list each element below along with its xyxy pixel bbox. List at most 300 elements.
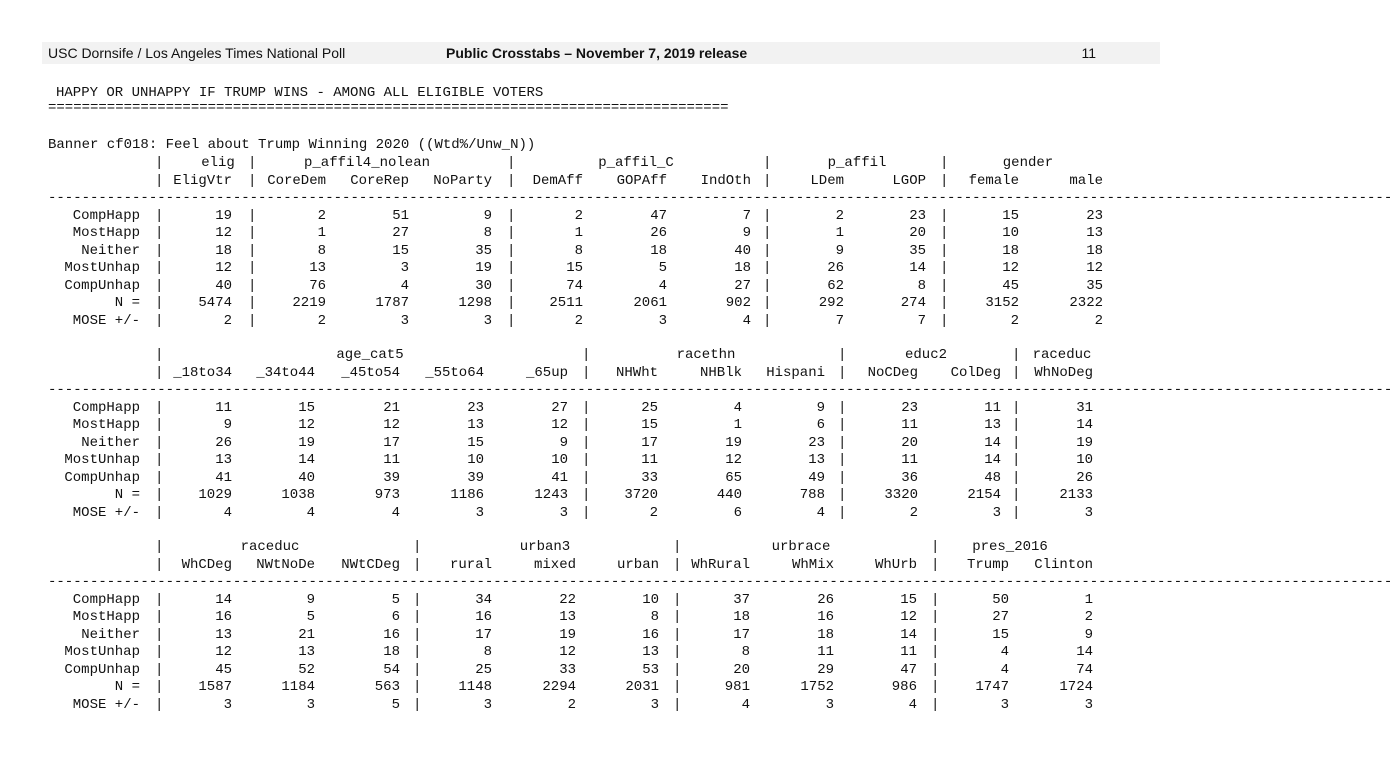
table-cell: 788 xyxy=(799,487,825,503)
table-cell: 7 xyxy=(835,312,844,329)
table-cell: 9 xyxy=(223,417,232,433)
table-cell: 45 xyxy=(1002,277,1019,294)
column-header: WhNoDeg xyxy=(1034,364,1093,381)
column-header: IndOth xyxy=(700,172,751,189)
table-cell: 3152 xyxy=(985,295,1019,311)
table-cell: 7 xyxy=(742,207,751,224)
page-number: 11 xyxy=(1081,45,1096,61)
table-cell: 1724 xyxy=(1059,679,1093,695)
column-header: WhRural xyxy=(691,556,750,573)
table-cell: 11 xyxy=(901,452,918,468)
table-cell: 4 xyxy=(908,696,917,713)
column-header: _55to64 xyxy=(425,364,484,381)
table-cell: 13 xyxy=(215,626,232,643)
table-cell: 14 xyxy=(909,260,926,276)
column-separator: | xyxy=(582,347,591,363)
table-cell: 13 xyxy=(642,644,659,660)
table-cell: 31 xyxy=(1076,399,1093,416)
column-separator: | xyxy=(838,504,847,521)
table-cell: 1038 xyxy=(281,487,315,503)
table-cell: 14 xyxy=(984,434,1001,451)
table-cell: 23 xyxy=(467,399,484,416)
table-cell: 981 xyxy=(724,679,750,695)
table-cell: 15 xyxy=(1002,207,1019,224)
column-separator: | xyxy=(763,225,772,241)
table-cell: 30 xyxy=(475,277,492,294)
group-header: raceduc xyxy=(1032,347,1092,363)
table-cell: 13 xyxy=(309,260,326,276)
table-cell: 1 xyxy=(317,225,326,241)
row-label: MostUnhap xyxy=(64,260,140,276)
column-separator: | xyxy=(155,452,164,468)
row-label: N = xyxy=(114,487,140,503)
column-separator: | xyxy=(155,242,164,259)
table-cell: 12 xyxy=(559,644,576,660)
table-cell: 34 xyxy=(475,591,492,608)
column-separator: | xyxy=(582,469,591,486)
table-cell: 22 xyxy=(559,591,576,608)
row-label: MostUnhap xyxy=(64,644,140,660)
table-cell: 11 xyxy=(215,399,232,416)
column-separator: | xyxy=(507,277,516,294)
column-header: urban xyxy=(616,556,659,573)
table-cell: 18 xyxy=(1086,242,1103,259)
table-cell: 2 xyxy=(909,504,918,521)
row-label: CompHapp xyxy=(72,207,140,224)
table-cell: 440 xyxy=(716,487,742,503)
column-separator: | xyxy=(155,504,164,521)
table-cell: 3 xyxy=(559,504,568,521)
table-cell: 27 xyxy=(734,277,751,294)
table-cell: 29 xyxy=(817,661,834,678)
column-separator: | xyxy=(413,539,422,555)
column-header: NoCDeg xyxy=(867,364,918,381)
table-cell: 19 xyxy=(475,260,492,276)
column-separator: | xyxy=(1012,487,1021,503)
column-separator: | xyxy=(763,295,772,311)
column-header: ColDeg xyxy=(950,364,1001,381)
table-cell: 1 xyxy=(733,417,742,433)
table-cell: 8 xyxy=(574,242,583,259)
table-cell: 6 xyxy=(391,609,400,625)
table-cell: 973 xyxy=(374,487,400,503)
column-header: female xyxy=(968,172,1019,189)
column-separator: | xyxy=(931,696,940,713)
table-cell: 49 xyxy=(808,469,825,486)
table-cell: 17 xyxy=(383,434,400,451)
table-cell: 3 xyxy=(1084,696,1093,713)
column-separator: | xyxy=(248,312,257,329)
table-cell: 18 xyxy=(733,609,750,625)
table-cell: 8 xyxy=(650,609,659,625)
table-cell: 35 xyxy=(475,242,492,259)
table-cell: 5474 xyxy=(198,295,232,311)
table-cell: 40 xyxy=(298,469,315,486)
table-cell: 9 xyxy=(1084,626,1093,643)
column-separator: | xyxy=(940,295,949,311)
table-cell: 3 xyxy=(475,504,484,521)
table-cell: 36 xyxy=(901,469,918,486)
table-cell: 18 xyxy=(383,644,400,660)
column-header: GOPAff xyxy=(616,172,667,189)
column-separator: | xyxy=(838,469,847,486)
group-header: urbrace xyxy=(771,539,831,555)
table-cell: 17 xyxy=(733,626,750,643)
column-header: male xyxy=(1069,172,1103,189)
column-separator: | xyxy=(582,452,591,468)
group-header: pres_2016 xyxy=(972,539,1048,555)
row-label: N = xyxy=(114,295,140,311)
table-cell: 6 xyxy=(733,504,742,521)
table-cell: 2322 xyxy=(1069,295,1103,311)
table-cell: 4 xyxy=(733,399,742,416)
column-separator: | xyxy=(931,556,940,573)
table-cell: 26 xyxy=(215,434,232,451)
table-cell: 5 xyxy=(391,591,400,608)
column-separator: | xyxy=(155,591,164,608)
column-separator: | xyxy=(940,172,949,189)
table-cell: 27 xyxy=(992,609,1009,625)
title-underline: ================================================================================= xyxy=(48,100,729,116)
row-label: MostUnhap xyxy=(64,452,140,468)
table-cell: 23 xyxy=(909,207,926,224)
table-cell: 23 xyxy=(808,434,825,451)
table-cell: 2 xyxy=(223,312,232,329)
column-separator: | xyxy=(1012,364,1021,381)
table-cell: 26 xyxy=(817,591,834,608)
table-cell: 15 xyxy=(992,626,1009,643)
column-header: CoreRep xyxy=(350,172,409,189)
table-cell: 10 xyxy=(467,452,484,468)
group-header: elig xyxy=(201,155,235,171)
column-header: NHBlk xyxy=(699,364,742,381)
table-cell: 12 xyxy=(900,609,917,625)
column-header: Hispani xyxy=(766,364,825,381)
column-separator: | xyxy=(763,172,772,189)
column-separator: | xyxy=(940,277,949,294)
table-cell: 18 xyxy=(215,242,232,259)
table-cell: 23 xyxy=(901,399,918,416)
table-cell: 12 xyxy=(215,225,232,241)
table-cell: 47 xyxy=(900,661,917,678)
column-separator: | xyxy=(1012,469,1021,486)
table-cell: 13 xyxy=(1086,225,1103,241)
table-cell: 39 xyxy=(467,469,484,486)
banner-label: Banner cf018: Feel about Trump Winning 2020 ((Wtd%/Unw_N)) xyxy=(48,137,536,153)
table-cell: 15 xyxy=(900,591,917,608)
column-separator: | xyxy=(413,661,422,678)
table-cell: 13 xyxy=(298,644,315,660)
table-cell: 18 xyxy=(650,242,667,259)
table-cell: 11 xyxy=(817,644,834,660)
table-cell: 41 xyxy=(551,469,568,486)
table-cell: 8 xyxy=(317,242,326,259)
group-header: p_affil_C xyxy=(598,155,674,171)
table-cell: 14 xyxy=(984,452,1001,468)
row-label: CompUnhap xyxy=(64,661,140,678)
table-cell: 292 xyxy=(818,295,844,311)
table-cell: 18 xyxy=(817,626,834,643)
table-cell: 19 xyxy=(298,434,315,451)
table-cell: 9 xyxy=(483,207,492,224)
column-separator: | xyxy=(155,626,164,643)
table-cell: 33 xyxy=(641,469,658,486)
column-separator: | xyxy=(838,487,847,503)
table-cell: 14 xyxy=(1076,644,1093,660)
table-cell: 17 xyxy=(641,434,658,451)
column-separator: | xyxy=(1012,434,1021,451)
table-cell: 13 xyxy=(215,452,232,468)
table-cell: 14 xyxy=(298,452,315,468)
table-cell: 9 xyxy=(742,225,751,241)
table-cell: 18 xyxy=(1002,242,1019,259)
header-release: Public Crosstabs – November 7, 2019 release xyxy=(446,45,748,61)
column-separator: | xyxy=(940,242,949,259)
column-separator: | xyxy=(673,661,682,678)
table-cell: 20 xyxy=(733,661,750,678)
column-separator: | xyxy=(248,295,257,311)
column-separator: | xyxy=(155,539,164,555)
table-cell: 2219 xyxy=(292,295,326,311)
table-cell: 19 xyxy=(559,626,576,643)
table-cell: 2 xyxy=(567,696,576,713)
table-cell: 9 xyxy=(816,399,825,416)
table-cell: 14 xyxy=(900,626,917,643)
table-cell: 40 xyxy=(734,242,751,259)
table-cell: 4 xyxy=(306,504,315,521)
table-cell: 40 xyxy=(215,277,232,294)
table-cell: 54 xyxy=(383,661,400,678)
group-header: age_cat5 xyxy=(336,347,404,363)
table-cell: 1752 xyxy=(800,679,834,695)
table-cell: 4 xyxy=(400,277,409,294)
table-cell: 27 xyxy=(551,399,568,416)
table-cell: 10 xyxy=(1002,225,1019,241)
table-cell: 1 xyxy=(1084,591,1093,608)
table-cell: 1184 xyxy=(281,679,315,695)
table-cell: 8 xyxy=(741,644,750,660)
column-separator: | xyxy=(582,434,591,451)
table-cell: 3 xyxy=(650,696,659,713)
column-separator: | xyxy=(1012,504,1021,521)
table-cell: 74 xyxy=(1076,661,1093,678)
table-cell: 16 xyxy=(383,626,400,643)
table-cell: 986 xyxy=(891,679,917,695)
table-cell: 1587 xyxy=(198,679,232,695)
table-cell: 62 xyxy=(827,277,844,294)
group-header: racethn xyxy=(676,347,736,363)
table-cell: 10 xyxy=(551,452,568,468)
column-separator: | xyxy=(413,591,422,608)
column-separator: | xyxy=(838,364,847,381)
column-separator: | xyxy=(763,242,772,259)
table-cell: 15 xyxy=(392,242,409,259)
row-label: MostHapp xyxy=(72,609,140,625)
table-cell: 10 xyxy=(1076,452,1093,468)
column-separator: | xyxy=(940,225,949,241)
column-separator: | xyxy=(155,399,164,416)
table-cell: 8 xyxy=(917,277,926,294)
column-separator: | xyxy=(248,155,257,171)
table-cell: 21 xyxy=(298,626,315,643)
column-header: NoParty xyxy=(433,172,492,189)
table-cell: 15 xyxy=(641,417,658,433)
table-cell: 14 xyxy=(215,591,232,608)
table-cell: 35 xyxy=(1086,277,1103,294)
table-cell: 2294 xyxy=(542,679,576,695)
column-separator: | xyxy=(155,469,164,486)
row-label: CompHapp xyxy=(72,399,140,416)
table-cell: 13 xyxy=(559,609,576,625)
table-cell: 76 xyxy=(309,277,326,294)
row-label: MOSE +/- xyxy=(72,312,140,329)
table-cell: 13 xyxy=(467,417,484,433)
page-header xyxy=(42,42,1160,64)
column-separator: | xyxy=(155,225,164,241)
header-rule: ---------------------------------------------------------------------------------------------------------------------------------------------------------------- xyxy=(48,382,1392,398)
column-separator: | xyxy=(248,277,257,294)
table-cell: 12 xyxy=(298,417,315,433)
table-cell: 2 xyxy=(317,312,326,329)
table-cell: 52 xyxy=(298,661,315,678)
table-cell: 5 xyxy=(658,260,667,276)
column-header: DemAff xyxy=(532,172,583,189)
table-cell: 1243 xyxy=(534,487,568,503)
column-separator: | xyxy=(155,609,164,625)
table-cell: 39 xyxy=(383,469,400,486)
table-cell: 48 xyxy=(984,469,1001,486)
column-separator: | xyxy=(507,295,516,311)
table-cell: 23 xyxy=(1086,207,1103,224)
column-separator: | xyxy=(582,364,591,381)
column-separator: | xyxy=(673,591,682,608)
table-cell: 26 xyxy=(650,225,667,241)
column-separator: | xyxy=(155,434,164,451)
header-source: USC Dornsife / Los Angeles Times National Poll xyxy=(48,45,346,61)
column-separator: | xyxy=(155,207,164,224)
row-label: N = xyxy=(114,679,140,695)
column-separator: | xyxy=(155,277,164,294)
row-label: CompHapp xyxy=(72,591,140,608)
column-separator: | xyxy=(413,609,422,625)
table-cell: 12 xyxy=(215,260,232,276)
table-cell: 53 xyxy=(642,661,659,678)
table-cell: 37 xyxy=(733,591,750,608)
column-separator: | xyxy=(931,609,940,625)
table-cell: 9 xyxy=(306,591,315,608)
table-cell: 74 xyxy=(566,277,583,294)
column-separator: | xyxy=(582,504,591,521)
table-cell: 12 xyxy=(725,452,742,468)
table-cell: 4 xyxy=(223,504,232,521)
column-separator: | xyxy=(507,172,516,189)
table-cell: 51 xyxy=(392,207,409,224)
table-cell: 1 xyxy=(835,225,844,241)
row-label: MostHapp xyxy=(72,225,140,241)
column-separator: | xyxy=(155,661,164,678)
column-separator: | xyxy=(838,399,847,416)
table-cell: 47 xyxy=(650,207,667,224)
column-separator: | xyxy=(673,644,682,660)
column-separator: | xyxy=(763,155,772,171)
column-header: LGOP xyxy=(892,172,926,189)
row-label: MOSE +/- xyxy=(72,696,140,713)
table-cell: 3320 xyxy=(884,487,918,503)
column-separator: | xyxy=(763,260,772,276)
table-cell: 65 xyxy=(725,469,742,486)
column-separator: | xyxy=(507,242,516,259)
table-cell: 4 xyxy=(1000,661,1009,678)
column-separator: | xyxy=(763,277,772,294)
column-header: WhMix xyxy=(791,556,834,573)
column-separator: | xyxy=(155,172,164,189)
table-cell: 25 xyxy=(475,661,492,678)
column-header: _65up xyxy=(525,364,568,381)
table-cell: 35 xyxy=(909,242,926,259)
column-separator: | xyxy=(155,644,164,660)
table-cell: 17 xyxy=(475,626,492,643)
table-cell: 16 xyxy=(215,609,232,625)
column-separator: | xyxy=(413,679,422,695)
column-separator: | xyxy=(940,155,949,171)
table-cell: 2154 xyxy=(967,487,1001,503)
header-rule: ---------------------------------------------------------------------------------------------------------------------------------------------------------------- xyxy=(48,574,1392,590)
table-cell: 20 xyxy=(901,434,918,451)
column-header: LDem xyxy=(810,172,844,189)
group-header: p_affil4_nolean xyxy=(303,155,431,171)
column-separator: | xyxy=(248,172,257,189)
table-cell: 4 xyxy=(391,504,400,521)
table-cell: 12 xyxy=(383,417,400,433)
column-separator: | xyxy=(940,207,949,224)
table-cell: 3 xyxy=(658,312,667,329)
table-cell: 3 xyxy=(400,260,409,276)
column-separator: | xyxy=(931,679,940,695)
table-cell: 3720 xyxy=(624,487,658,503)
column-header: _18to34 xyxy=(173,364,232,381)
column-header: WhCDeg xyxy=(181,556,232,573)
table-cell: 3 xyxy=(483,312,492,329)
column-separator: | xyxy=(940,312,949,329)
table-cell: 13 xyxy=(984,417,1001,433)
table-cell: 12 xyxy=(1002,260,1019,276)
column-header: NWtNoDe xyxy=(256,556,315,573)
column-separator: | xyxy=(248,207,257,224)
table-cell: 11 xyxy=(641,452,658,468)
table-cell: 20 xyxy=(909,225,926,241)
table-cell: 16 xyxy=(642,626,659,643)
column-separator: | xyxy=(507,155,516,171)
column-separator: | xyxy=(155,260,164,276)
column-separator: | xyxy=(155,556,164,573)
table-cell: 45 xyxy=(215,661,232,678)
table-cell: 2 xyxy=(1094,312,1103,329)
column-separator: | xyxy=(931,626,940,643)
table-cell: 4 xyxy=(816,504,825,521)
table-cell: 2 xyxy=(835,207,844,224)
table-cell: 1747 xyxy=(975,679,1009,695)
column-separator: | xyxy=(507,312,516,329)
column-separator: | xyxy=(931,539,940,555)
table-cell: 2031 xyxy=(625,679,659,695)
column-separator: | xyxy=(155,696,164,713)
column-header: NHWht xyxy=(615,364,658,381)
column-separator: | xyxy=(155,347,164,363)
table-cell: 4 xyxy=(742,312,751,329)
table-cell: 15 xyxy=(566,260,583,276)
row-label: MostHapp xyxy=(72,417,140,433)
column-separator: | xyxy=(155,487,164,503)
